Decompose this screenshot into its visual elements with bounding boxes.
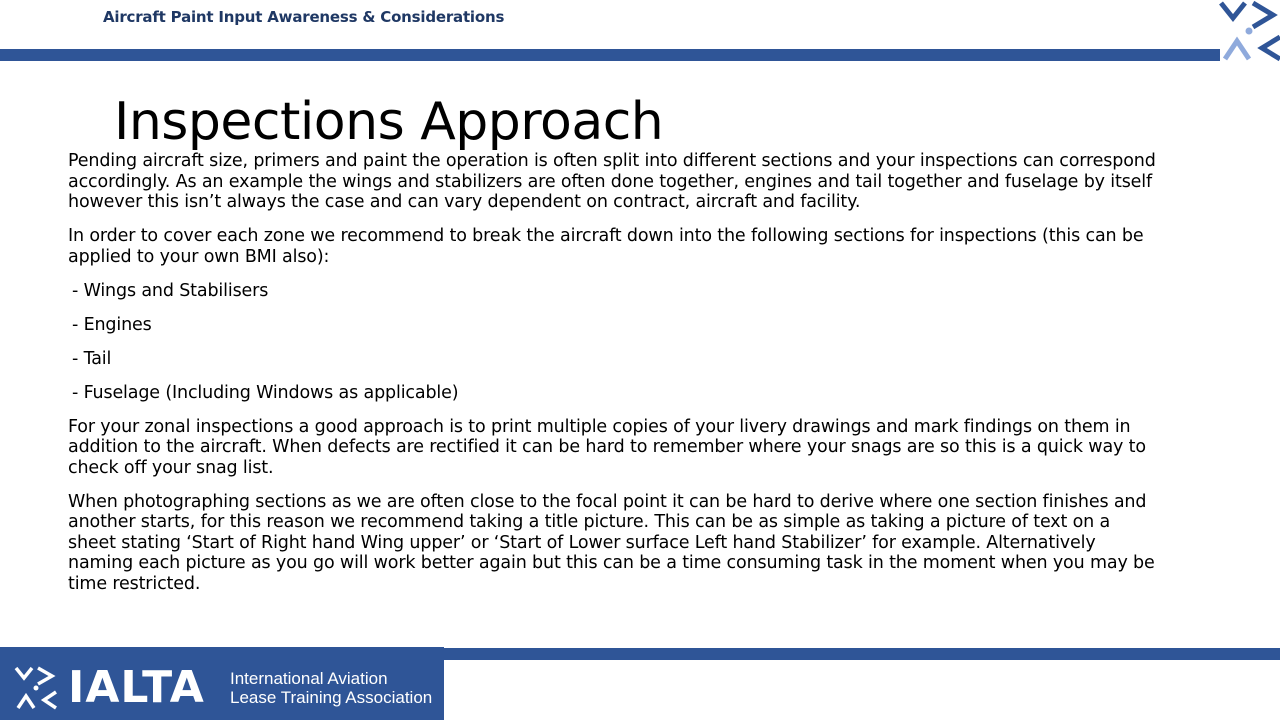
slide-title: Inspections Approach	[114, 92, 664, 152]
list-item: - Tail	[72, 348, 112, 369]
footer-subtitle-line1: International Aviation	[230, 669, 388, 688]
header-bar	[0, 49, 1220, 61]
footer-brand: IALTA	[68, 662, 205, 713]
ialta-logo-icon	[1218, 0, 1280, 62]
footer-subtitle	[230, 669, 432, 707]
paragraph-photographing: When photographing sections as we are often close to the focal point it can be hard to derive where one section finishes and another starts, for this reason we recommend taking a title picture. This can be as simple as taking a picture of text on a sheet stating ‘Start of Right hand Wing upper’ or ‘Start of Lower surface Left hand Stabilizer’ for example. Alternatively naming each picture as you go will work better again but this can be a time consuming task in the moment when you may be time restricted.	[68, 491, 1155, 594]
list-item: - Engines	[72, 314, 152, 335]
header-title: Aircraft Paint Input Awareness & Considerations	[103, 8, 505, 26]
paragraph-intro: Pending aircraft size, primers and paint the operation is often split into different sections and your inspections can correspond accordingly. As an example the wings and stabilizers are often done together, engines and tail together and fuselage by itself however this isn’t always the case and can vary dependent on contract, aircraft and facility.	[68, 151, 1156, 212]
footer-bar	[443, 648, 1280, 660]
footer-subtitle-line2: Lease Training Association	[230, 688, 433, 707]
slide-body	[68, 151, 1158, 608]
paragraph-zonal-inspections: For your zonal inspections a good approach is to print multiple copies of your livery drawings and mark findings on them in addition to the aircraft. When defects are rectified it can be hard to remember where your snags are so this is a quick way to check off your snag list.	[68, 416, 1146, 478]
list-item: - Fuselage (Including Windows as applicable)	[72, 382, 459, 403]
list-item: - Wings and Stabilisers	[72, 280, 269, 301]
paragraph-zones: In order to cover each zone we recommend to break the aircraft down into the following sections for inspections (this can be applied to your own BMI also):	[68, 226, 1144, 267]
ialta-logo-icon	[14, 666, 58, 710]
